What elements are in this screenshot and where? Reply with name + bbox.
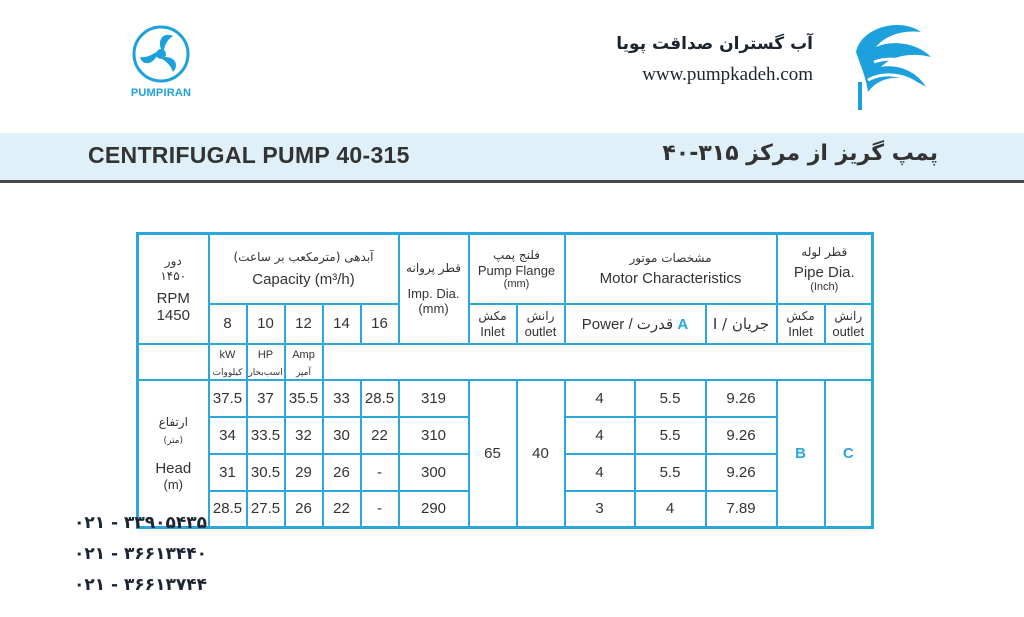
head-value: 34 xyxy=(209,417,247,454)
pipe-inlet-value: B xyxy=(777,380,825,528)
company-url[interactable]: www.pumpkadeh.com xyxy=(642,64,813,85)
impeller-value: 300 xyxy=(399,454,469,491)
kw-value: 4 xyxy=(565,380,635,417)
company-name: آب گستران صداقت پویا xyxy=(616,34,813,54)
pumpkadeh-logo-icon xyxy=(846,12,946,116)
head-value: - xyxy=(361,491,399,528)
hp-value: 5.5 xyxy=(635,417,706,454)
flow-10: 10 xyxy=(247,304,285,344)
head-value: 30 xyxy=(323,417,361,454)
flow-14: 14 xyxy=(323,304,361,344)
head-value: 27.5 xyxy=(247,491,285,528)
head-label: ارتفاع (متر) Head (m) xyxy=(138,380,209,528)
impeller-value: 290 xyxy=(399,491,469,528)
amp-value: 9.26 xyxy=(706,454,777,491)
pipe-inlet-header: مکش Inlet xyxy=(777,304,825,344)
head-value: 37 xyxy=(247,380,285,417)
flow-16: 16 xyxy=(361,304,399,344)
head-value: 22 xyxy=(323,491,361,528)
kw-value: 3 xyxy=(565,491,635,528)
head-value: 37.5 xyxy=(209,380,247,417)
flange-inlet-header: مکش Inlet xyxy=(469,304,517,344)
impeller-value: 310 xyxy=(399,417,469,454)
head-value: 31 xyxy=(209,454,247,491)
capacity-header: آبدهی (مترمکعب بر ساعت) Capacity (m³/h) xyxy=(209,234,399,304)
phone-list xyxy=(74,513,207,606)
flange-outlet-value: 40 xyxy=(517,380,565,528)
rpm-header: دور ۱۴۵۰ RPM 1450 xyxy=(138,234,209,344)
hp-value: 5.5 xyxy=(635,454,706,491)
head-value: 26 xyxy=(285,491,323,528)
table-row xyxy=(138,380,873,417)
head-value: 32 xyxy=(285,417,323,454)
pipe-outlet-value: C xyxy=(825,380,873,528)
pipe-header: قطر لوله Pipe Dia. (Inch) xyxy=(777,234,873,304)
amp-value: 9.26 xyxy=(706,380,777,417)
head-value: 30.5 xyxy=(247,454,285,491)
kw-value: 4 xyxy=(565,417,635,454)
impeller-value: 319 xyxy=(399,380,469,417)
pumpiran-logo xyxy=(128,24,194,99)
company-info xyxy=(616,34,813,86)
power-header: Power / قدرت A xyxy=(565,304,706,344)
amp-header: Amp آمپر xyxy=(285,344,323,380)
head-value: 22 xyxy=(361,417,399,454)
pumpiran-fan-icon xyxy=(131,24,191,84)
head-value: 33.5 xyxy=(247,417,285,454)
head-value: 28.5 xyxy=(209,491,247,528)
head-value: 33 xyxy=(323,380,361,417)
flange-inlet-value: 65 xyxy=(469,380,517,528)
hp-header: HP اسب‌بخار xyxy=(247,344,285,380)
title-persian: پمپ گریز از مرکز ۳۱۵-۴۰ xyxy=(662,141,938,166)
pumpiran-wordmark: PUMPIRAN xyxy=(130,87,192,99)
head-value: 29 xyxy=(285,454,323,491)
head-value: 28.5 xyxy=(361,380,399,417)
flange-outlet-header: رانش outlet xyxy=(517,304,565,344)
phone-number[interactable]: ۰۲۱ - ۳۶۶۱۳۷۴۴ xyxy=(74,575,208,595)
motor-header: مشخصات موتور Motor Characteristics xyxy=(565,234,777,304)
kw-value: 4 xyxy=(565,454,635,491)
current-header: جریان / I xyxy=(706,304,777,344)
hp-value: 4 xyxy=(635,491,706,528)
flow-12: 12 xyxy=(285,304,323,344)
pipe-outlet-header: رانش outlet xyxy=(825,304,873,344)
flange-header: فلنج پمپ Pump Flange (mm) xyxy=(469,234,565,304)
head-value: 35.5 xyxy=(285,380,323,417)
amp-value: 7.89 xyxy=(706,491,777,528)
phone-number[interactable]: ۰۲۱ - ۳۶۶۱۳۴۴۰ xyxy=(74,544,208,564)
head-value: 26 xyxy=(323,454,361,491)
impeller-header: قطر پروانه Imp. Dia. (mm) xyxy=(399,234,469,344)
head-value: - xyxy=(361,454,399,491)
flow-8: 8 xyxy=(209,304,247,344)
title-band xyxy=(0,133,1024,183)
hp-value: 5.5 xyxy=(635,380,706,417)
title-english: CENTRIFUGAL PUMP 40-315 xyxy=(88,142,410,168)
spec-table xyxy=(136,232,874,529)
amp-value: 9.26 xyxy=(706,417,777,454)
phone-number[interactable]: ۰۲۱ - ۳۳۹۰۵۴۳۵ xyxy=(74,513,208,533)
kw-header: kW کیلووات xyxy=(209,344,247,380)
